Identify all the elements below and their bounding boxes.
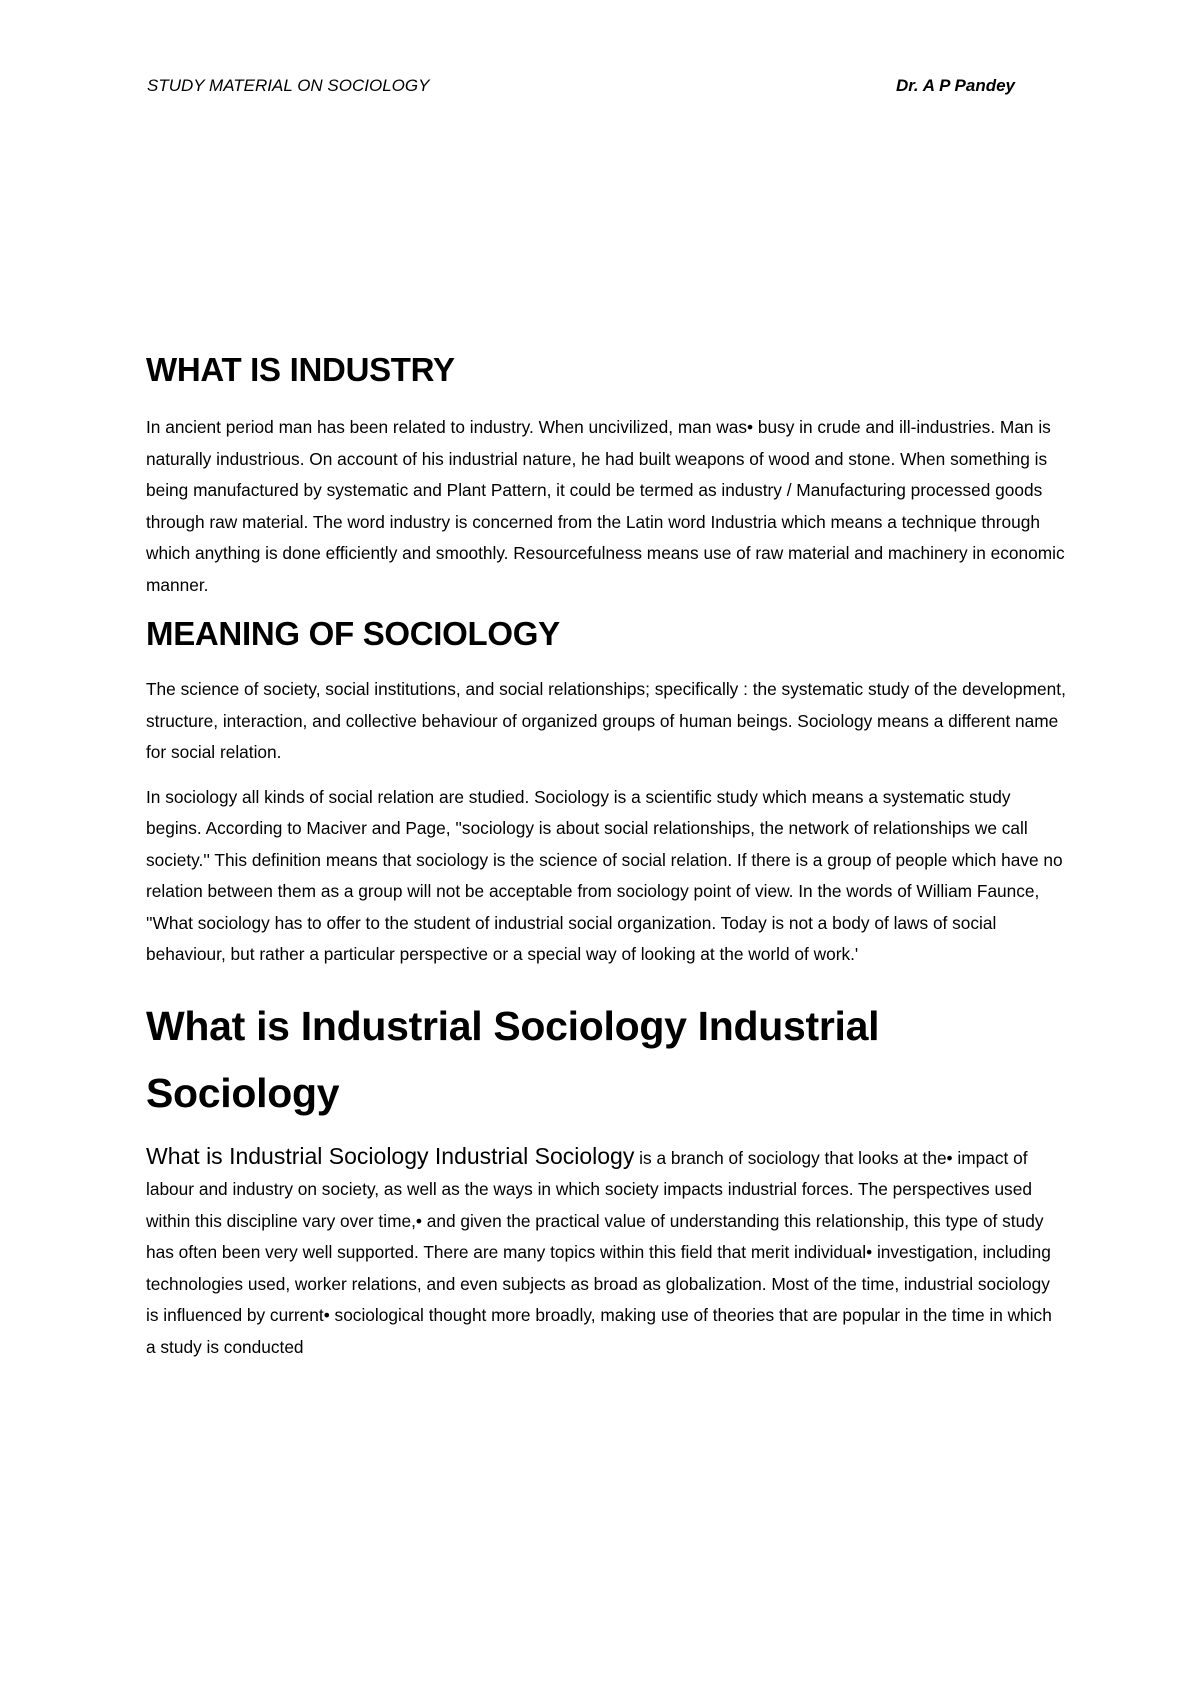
running-header xyxy=(147,76,1015,100)
heading-industrial-sociology: What is Industrial Sociology Industrial Sociology xyxy=(146,1002,880,1116)
paragraph-meaning-1: The science of society, social institutions, and social relationships; specifically : the systematic study of the development, structure, interaction, and collective behaviour of organized groups of human beings. Sociology means a different name for social relation. xyxy=(146,679,1066,762)
industrial-sociology-body: is a branch of sociology that looks at the• impact of labour and industry on society, as well as the ways in which society impacts industrial forces. The perspectives used within this discipline vary over time,• and given the practical value of understanding this relationship, this type of study has often been very well supported. There are many topics within this field that merit individual• investigation, including technologies used, worker relations, and even subjects as broad as globalization. Most of the time, industrial sociology is influenced by current• sociological thought more broadly, making use of theories that are popular in the time in which a study is conducted xyxy=(146,1147,1052,1357)
header-title: STUDY MATERIAL ON SOCIOLOGY xyxy=(147,76,430,95)
paragraph-industrial-sociology xyxy=(146,1141,1066,1364)
lead-in-text: What is Industrial Sociology Industrial Sociology xyxy=(146,1142,635,1169)
header-author: Dr. A P Pandey xyxy=(895,76,1015,95)
document-body xyxy=(146,350,1066,1376)
heading-meaning-of-sociology: MEANING OF SOCIOLOGY xyxy=(146,615,560,652)
paragraph-meaning-2: In sociology all kinds of social relation are studied. Sociology is a scientific study which means a systematic study begins. According to Maciver and Page, ''sociology is about social relationships, the network of relationships we call society.'' This definition means that sociology is the science of social relation. If there is a group of people which have no relation between them as a group will not be acceptable from sociology point of view. In the words of William Faunce, ''What sociology has to offer to the student of industrial social organization. Today is not a body of laws of social behaviour, but rather a particular perspective or a special way of looking at the world of work.' xyxy=(146,786,1063,964)
paragraph-industry: In ancient period man has been related to industry. When uncivilized, man was• busy in crude and ill-industries. Man is naturally industrious. On account of his industrial nature, he had built weapons of wood and stone. When something is being manufactured by systematic and Plant Pattern, it could be termed as industry / Manufacturing processed goods through raw material. The word industry is concerned from the Latin word Industria which means a technique through which anything is done efficiently and smoothly. Resourcefulness means use of raw material and machinery in economic manner. xyxy=(146,417,1065,595)
heading-what-is-industry: WHAT IS INDUSTRY xyxy=(146,351,455,388)
